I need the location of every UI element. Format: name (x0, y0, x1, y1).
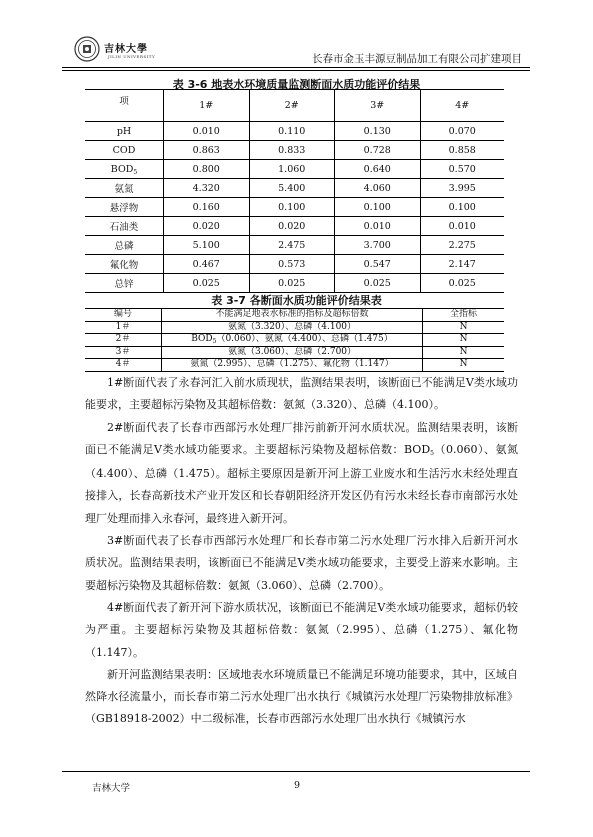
table-row (85, 160, 504, 179)
table-cell: 0.100 (249, 198, 335, 217)
detail-prefix: BOD (191, 334, 213, 344)
table-cell: 2.275 (420, 236, 504, 255)
paragraph-section-3: 3#断面代表了长春市西部污水处理厂和长春市第二污水处理厂污水排入后新开河水质状况。监测结果表明，该断面已不能满足Ⅴ类水域功能要求，主要受上游来水影响。主要超标污染物及其超标倍数：氨氮（3.060）、总磷（2.700）。 (85, 534, 518, 592)
table-cell: 0.010 (335, 217, 421, 236)
table-row (85, 346, 504, 359)
column-header: 4# (420, 90, 504, 122)
paragraph-text: （0.060）、氨氮（4.400）、总磷（1.475）。超标主要原因是新开河上游工业废水和生活污水未经处理直接排入，长春高新技术产业开发区和长春朝阳经济开发区仍有污水未经长春市南部污水处理厂处理而排入永春河，最终进入新开河。 (85, 442, 518, 525)
paragraph-section-1: 1#断面代表了永春河汇入前水质现状，监测结果表明，该断面已不能满足Ⅴ类水域功能要求，主要超标污染物及其超标倍数：氨氮（3.320）、总磷（4.100）。 (85, 376, 518, 412)
table-cell: 0.863 (164, 141, 250, 160)
table-cell: 1＃ (85, 321, 162, 334)
table-cell: 0.100 (420, 198, 504, 217)
column-header: 编号 (85, 309, 162, 322)
table-row (85, 334, 504, 347)
table-row (85, 179, 504, 198)
table-cell: 0.010 (164, 122, 250, 141)
table-cell: 0.025 (420, 274, 504, 293)
table-cell: N (423, 359, 505, 372)
column-header: 1# (164, 90, 250, 122)
table-3-6-caption: 表 3-6 地表水环境质量监测断面水质功能评价结果 (172, 78, 421, 91)
table-cell: 0.020 (249, 217, 335, 236)
table-cell: N (423, 346, 505, 359)
paragraph-section-2 (85, 417, 518, 530)
row-label (85, 160, 164, 179)
table-header-row (85, 309, 504, 322)
table-3-7-caption: 表 3-7 各断面水质功能评价结果表 (211, 294, 382, 307)
row-label: 总磷 (85, 236, 164, 255)
table-cell: 0.800 (164, 160, 250, 179)
table-row (85, 141, 504, 160)
table-row (85, 359, 504, 372)
table-cell: 0.110 (249, 122, 335, 141)
table-row (85, 255, 504, 274)
table-cell: 0.573 (249, 255, 335, 274)
table-row (85, 198, 504, 217)
paragraph-summary: 新开河监测结果表明：区域地表水环境质量已不能满足环境功能要求，其中，区域自然降水径流量小，而长春市第二污水处理厂出水执行《城镇污水处理厂污染物排放标准》（GB18918-2002）中二级标准，长春市西部污水处理厂出水执行《城镇污水 (85, 667, 518, 726)
table-row (85, 217, 504, 236)
table-cell: 3.995 (420, 179, 504, 198)
row-label-subscript: 5 (133, 168, 138, 176)
table-cell: 4.060 (335, 179, 421, 198)
paragraph-section-4: 4#断面代表了新开河下游水质状况，该断面已不能满足Ⅴ类水域功能要求，超标仍较为严重。主要超标污染物及其超标倍数：氨氮（2.995）、总磷（1.275）、氟化物（1.147）。 (85, 600, 518, 659)
body-text (85, 372, 518, 731)
detail-text: （0.060）、氨氮（4.400）、总磷（1.475） (216, 334, 393, 344)
paragraph-subscript: 5 (430, 449, 434, 457)
table-cell: 0.100 (335, 198, 421, 217)
footer-university: 吉林大学 (92, 783, 131, 794)
table-cell: 0.160 (164, 198, 250, 217)
table-cell: 0.010 (420, 217, 504, 236)
table-row (85, 122, 504, 141)
university-subtext: JILIN UNIVERSITY (108, 54, 156, 59)
table-cell: 3＃ (85, 346, 162, 359)
table-cell: 5.400 (249, 179, 335, 198)
project-title: 长春市金玉丰源豆制品加工有限公司扩建项目 (312, 53, 522, 65)
header-rule-thick (62, 67, 530, 68)
table-cell: N (423, 334, 505, 347)
table-cell: 3.700 (335, 236, 421, 255)
table-cell: N (423, 321, 505, 334)
table-row (85, 236, 504, 255)
table-cell: 0.070 (420, 122, 504, 141)
row-label: COD (85, 141, 164, 160)
row-label: pH (85, 122, 164, 141)
table-cell: 0.640 (335, 160, 421, 179)
table-cell (162, 334, 423, 347)
table-cell: 0.025 (164, 274, 250, 293)
row-label: 总锌 (85, 274, 164, 293)
table-corner-cell: 项 (85, 90, 164, 122)
row-label: 悬浮物 (85, 198, 164, 217)
table-cell: 0.467 (164, 255, 250, 274)
column-header: 3# (335, 90, 421, 122)
table-cell: 0.728 (335, 141, 421, 160)
column-header: 不能满足地表水标准的指标及超标倍数 (162, 309, 423, 322)
table-cell: 氨氮（3.320）、总磷（4.100） (162, 321, 423, 334)
table-cell: 4＃ (85, 359, 162, 372)
table-cell: 氨氮（2.995）、总磷（1.275）、氟化物（1.147） (162, 359, 423, 372)
table-row (85, 321, 504, 334)
table-cell: 4.320 (164, 179, 250, 198)
column-header: 2# (249, 90, 335, 122)
table-header-row (85, 90, 504, 122)
table-cell: 0.570 (420, 160, 504, 179)
table-cell: 0.025 (249, 274, 335, 293)
university-name: 吉林大學 (104, 44, 148, 55)
table-cell: 2.475 (249, 236, 335, 255)
table-cell: 0.547 (335, 255, 421, 274)
detail-subscript: 5 (212, 338, 217, 345)
table-cell: 氨氮（3.060）、总磷（2.700） (162, 346, 423, 359)
row-label: 石油类 (85, 217, 164, 236)
table-3-7 (85, 308, 504, 372)
page-header (62, 34, 530, 68)
paragraph-text: 2#断面代表了长春市西部污水处理厂排污前新开河水质状况。监测结果表明，该断面已不能满足Ⅴ类水域功能要求。主要超标污染物及超标倍数：BOD (85, 420, 518, 456)
table-cell: 0.833 (249, 141, 335, 160)
table-3-6 (85, 89, 504, 293)
row-label: 氨氮 (85, 179, 164, 198)
table-row (85, 274, 504, 293)
table-cell: 5.100 (164, 236, 250, 255)
table-cell: 2＃ (85, 334, 162, 347)
table-cell: 1.060 (249, 160, 335, 179)
column-header: 全指标 (423, 309, 505, 322)
table-cell: 0.020 (164, 217, 250, 236)
row-label: 氟化物 (85, 255, 164, 274)
page-number: 9 (294, 780, 301, 791)
university-seal-icon (74, 36, 100, 62)
table-cell: 0.858 (420, 141, 504, 160)
table-cell: 0.025 (335, 274, 421, 293)
table-cell: 0.130 (335, 122, 421, 141)
page-footer (62, 771, 530, 794)
table-cell: 2.147 (420, 255, 504, 274)
header-rule-thin (62, 70, 530, 71)
row-label-main: BOD (110, 163, 134, 175)
